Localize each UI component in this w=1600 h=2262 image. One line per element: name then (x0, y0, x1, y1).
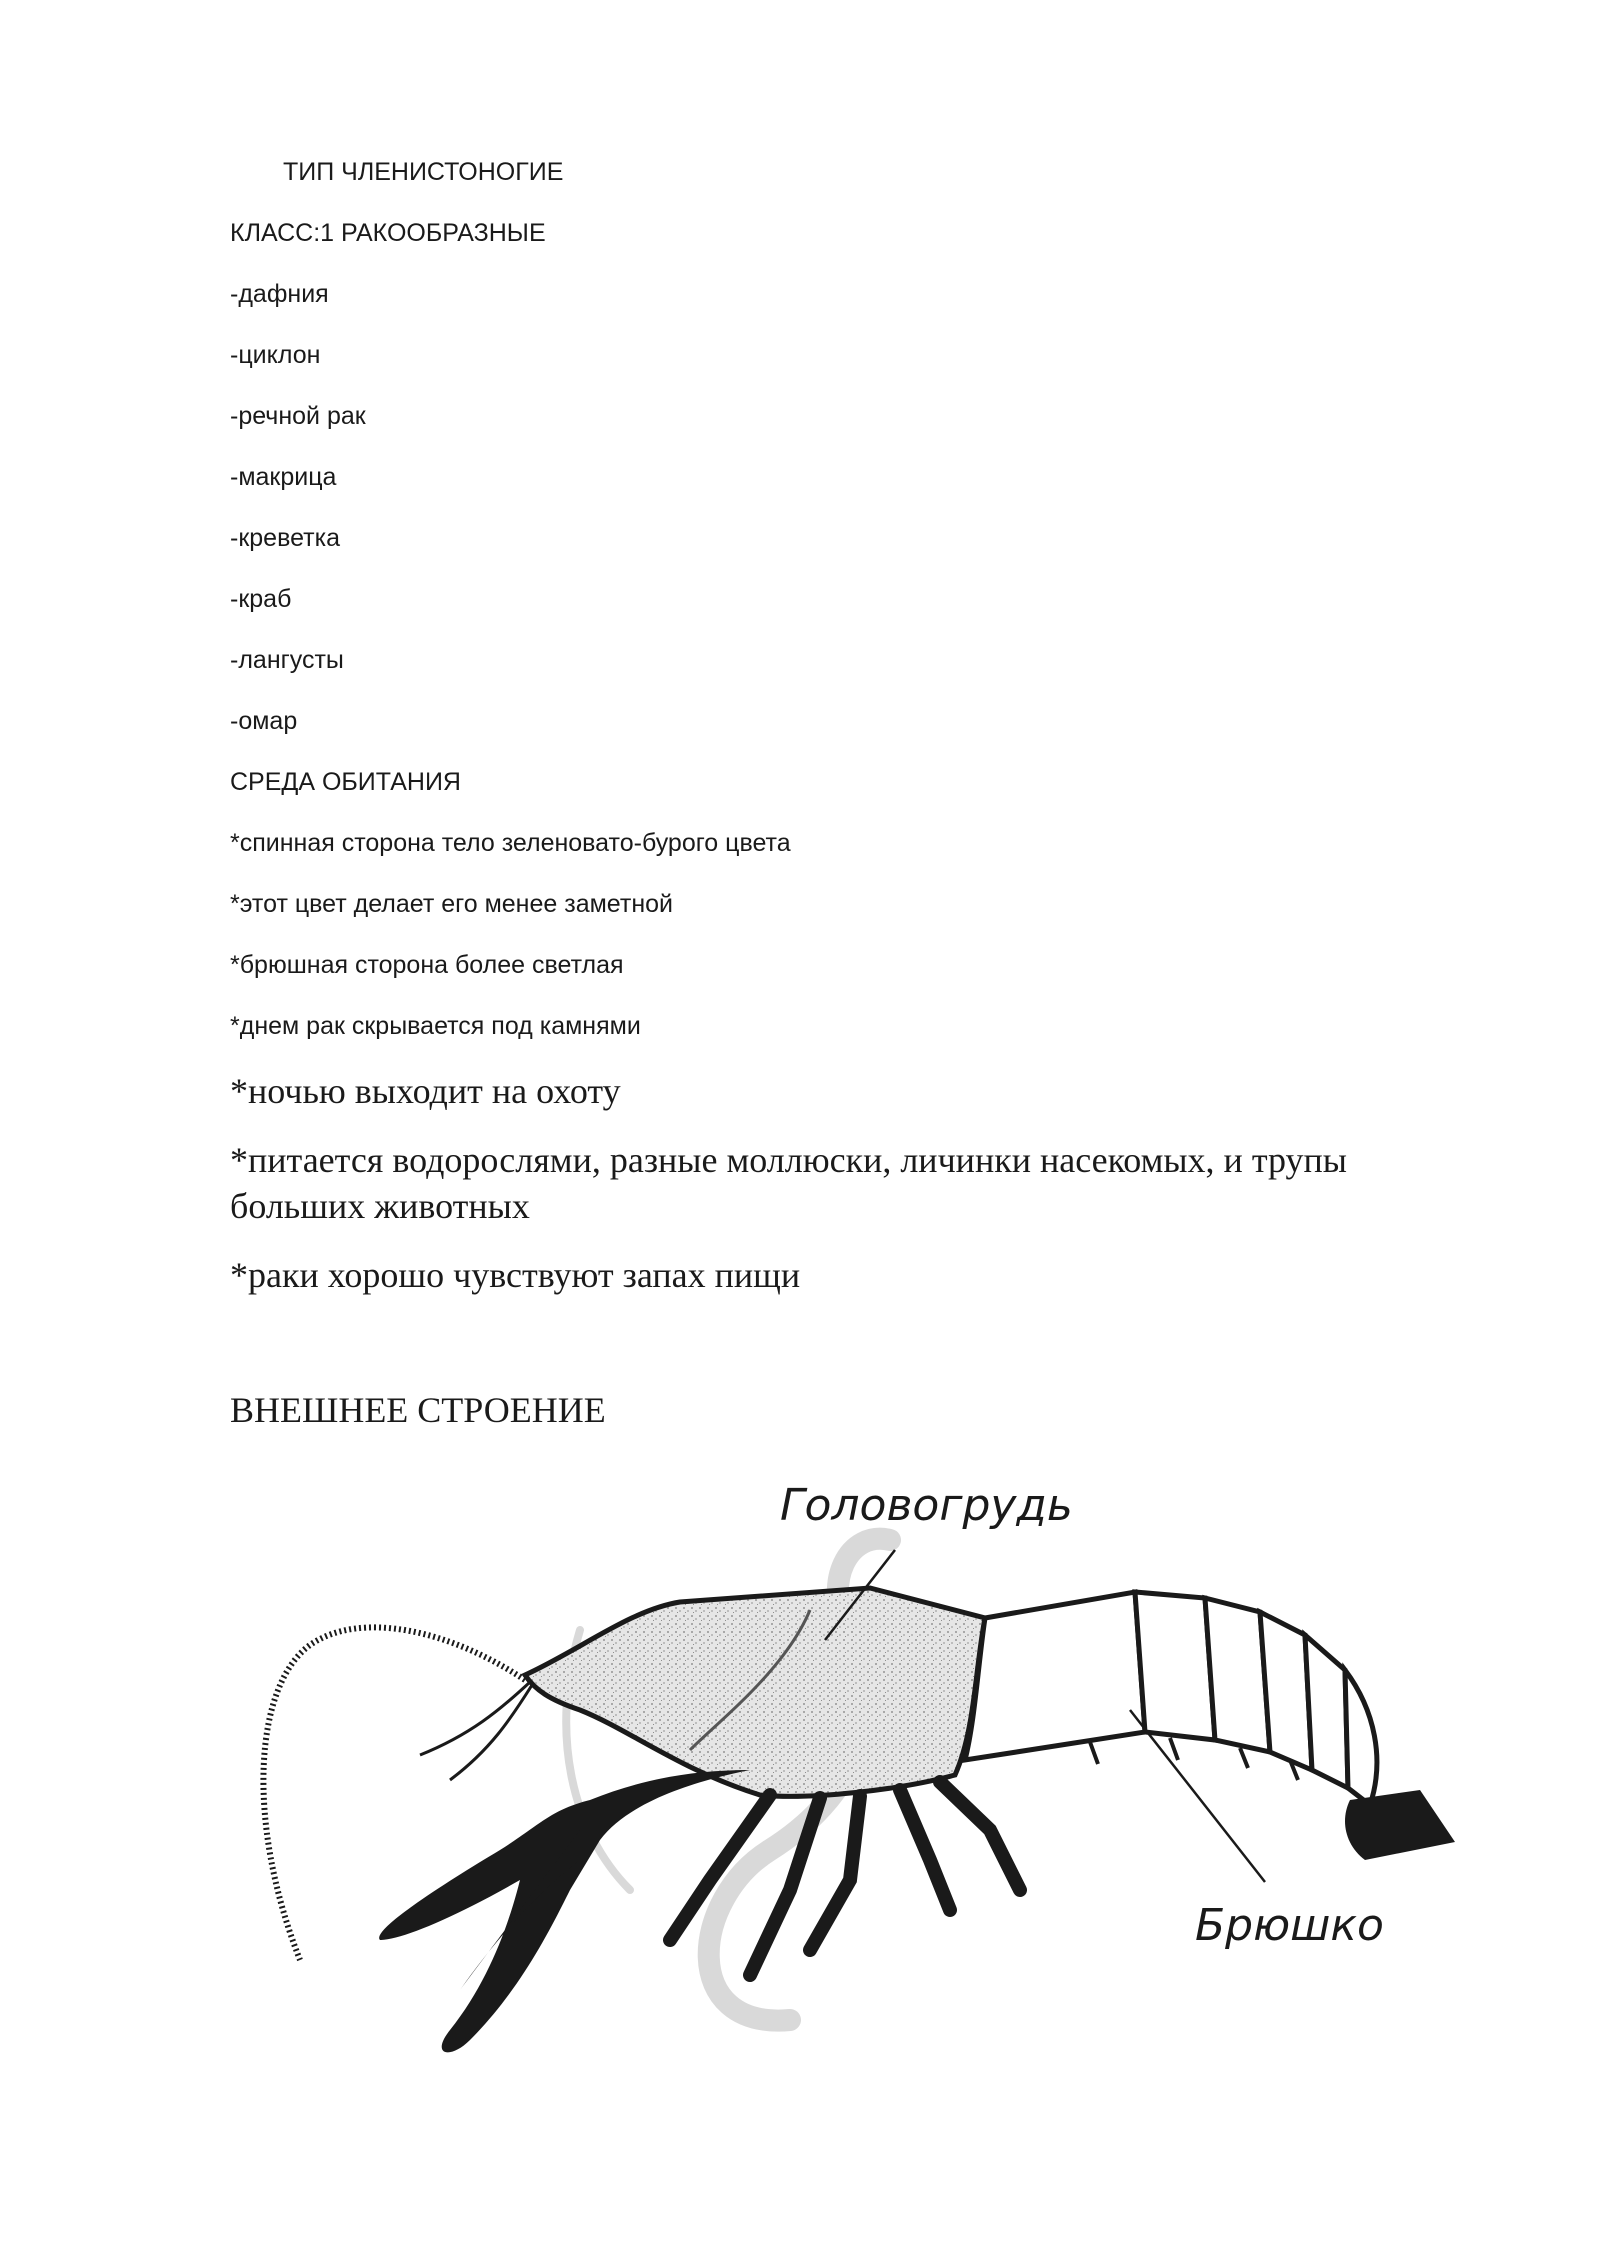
habitat-note-large: *раки хорошо чувствуют запах пищи (230, 1255, 801, 1295)
habitat-note: *спинная сторона тело зеленовато-бурого цвета (230, 829, 791, 857)
walking-legs (670, 1782, 1020, 1975)
species-item: -дафния (230, 280, 329, 308)
page-title: ТИП ЧЛЕНИСТОНОГИЕ (283, 158, 564, 186)
class-heading: КЛАСС:1 РАКООБРАЗНЫЕ (230, 219, 546, 247)
cephalothorax-shape (525, 1588, 985, 1796)
species-item: -омар (230, 707, 298, 735)
crayfish-illustration (250, 1470, 1480, 2110)
species-item: -краб (230, 585, 292, 613)
species-item: -креветка (230, 524, 340, 552)
label-abdomen: Брюшко (1195, 1900, 1384, 1951)
species-item: -макрица (230, 463, 337, 491)
habitat-heading: СРЕДА ОБИТАНИЯ (230, 768, 461, 796)
habitat-note-large: *питается водорослями, разные моллюски, личинки насекомых, и трупы больших животных (230, 1140, 1347, 1226)
antennule (450, 1685, 532, 1780)
abdomen (965, 1592, 1377, 1805)
antenna (263, 1627, 525, 1960)
structure-heading: ВНЕШНЕЕ СТРОЕНИЕ (230, 1390, 606, 1430)
species-item: -речной рак (230, 402, 366, 430)
species-item: -лангусты (230, 646, 344, 674)
species-item: -циклон (230, 341, 321, 369)
habitat-note: *брюшная сторона более светлая (230, 951, 624, 979)
label-cephalothorax: Головогрудь (780, 1480, 1073, 1531)
habitat-note-large: *ночью выходит на охоту (230, 1071, 621, 1111)
habitat-note: *днем рак скрывается под камнями (230, 1012, 641, 1040)
habitat-note: *этот цвет делает его менее заметной (230, 890, 673, 918)
tail-fan (1345, 1790, 1455, 1860)
antennule (420, 1682, 530, 1755)
crayfish-figure (250, 1470, 1480, 2110)
